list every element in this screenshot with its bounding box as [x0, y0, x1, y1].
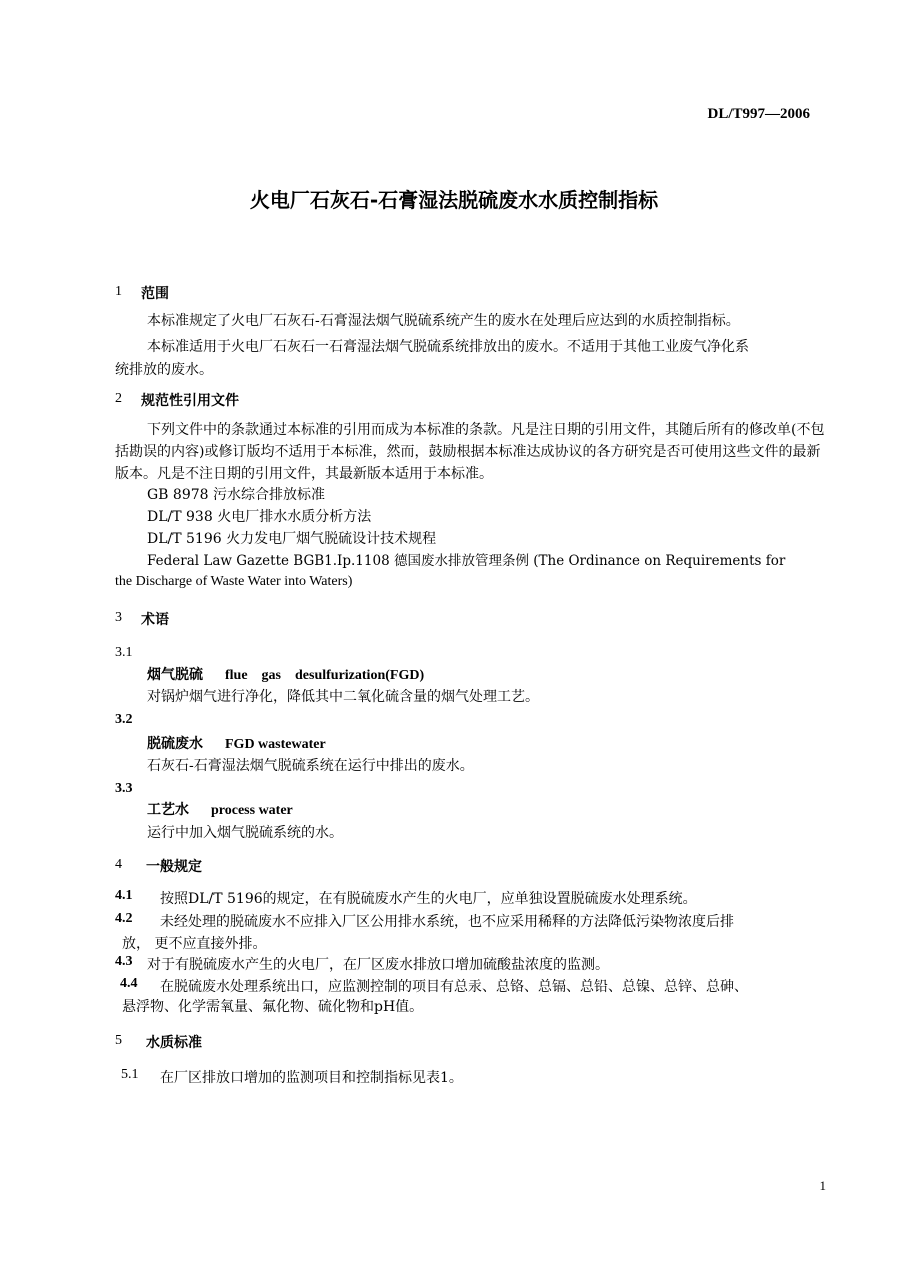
standard-code: DL/T997—2006 [707, 106, 810, 122]
clause-text-line-1: 未经处理的脱硫废水不应排入厂区公用排水系统，也不应采用稀释的方法降低污染物浓度后排 [160, 914, 734, 930]
term-definition: 石灰石-石膏湿法烟气脱硫系统在运行中排出的废水。 [147, 758, 474, 774]
section-5-number: 5 [115, 1033, 122, 1048]
section-1-paragraph-2-line-2: 统排放的废水。 [115, 362, 213, 378]
reference-item: DL/T 5196 火力发电厂烟气脱硫设计技术规程 [147, 531, 437, 547]
section-1-paragraph-1: 本标准规定了火电厂石灰石-石膏湿法烟气脱硫系统产生的废水在处理后应达到的水质控制指标。 [147, 313, 740, 329]
section-3-number: 3 [115, 610, 122, 625]
clause-text-line-2: 悬浮物、化学需氧量、氟化物、硫化物和pH值。 [122, 999, 424, 1015]
term-heading [147, 799, 293, 819]
term-definition: 对锅炉烟气进行净化，降低其中二氧化硫含量的烟气处理工艺。 [147, 689, 539, 705]
document-title: 火电厂石灰石-石膏湿法脱硫废水水质控制指标 [249, 188, 659, 212]
clause-text: 在厂区排放口增加的监测项目和控制指标见表1。 [160, 1070, 463, 1086]
clause-text: 按照DL/T 5196的规定，在有脱硫废水产生的火电厂，应单独设置脱硫废水处理系统。 [160, 891, 697, 907]
section-4-title: 一般规定 [146, 859, 202, 875]
section-2-title: 规范性引用文件 [141, 393, 239, 409]
term-number: 3.2 [115, 712, 133, 727]
clause-text: 对于有脱硫废水产生的火电厂，在厂区废水排放口增加硫酸盐浓度的监测。 [147, 957, 609, 973]
reference-item: GB 8978 污水综合排放标准 [147, 487, 326, 503]
term-english: FGD wastewater [225, 737, 326, 752]
clause-number: 4.4 [120, 976, 138, 991]
term-english: flue gas desulfurization(FGD) [225, 668, 425, 683]
section-2-number: 2 [115, 391, 122, 406]
page-number: 1 [819, 1178, 826, 1193]
section-5-title: 水质标准 [146, 1035, 202, 1051]
term-chinese: 工艺水 [147, 802, 189, 818]
section-3-title: 术语 [141, 612, 169, 628]
clause-number: 5.1 [121, 1067, 139, 1082]
clause-number: 4.1 [115, 888, 133, 903]
section-1-number: 1 [115, 284, 122, 299]
section-1-title: 范围 [141, 286, 169, 302]
clause-number: 4.3 [115, 954, 133, 969]
section-1-paragraph-2-line-1: 本标准适用于火电厂石灰石一石膏湿法烟气脱硫系统排放出的废水。不适用于其他工业废气净化系 [147, 339, 749, 355]
clause-text-line-2: 放， 更不应直接外排。 [122, 936, 267, 952]
term-chinese: 烟气脱硫 [147, 667, 203, 683]
section-2-intro: 下列文件中的条款通过本标准的引用而成为本标准的条款。凡是注日期的引用文件，其随后所有的修改单(不包括勘误的内容)或修订版均不适用于本标准，然而，鼓励根据本标准达成协议的各方研究是否可使用这些文件的最新版本。凡是不注日期的引用文件，其最新版本适用于本标准。 [115, 422, 825, 482]
clause-text-line-1: 在脱硫废水处理系统出口，应监测控制的项目有总汞、总铬、总镉、总铅、总镍、总锌、总砷、 [160, 979, 748, 995]
term-english: process water [211, 803, 293, 818]
section-4-number: 4 [115, 857, 122, 872]
term-heading [147, 664, 424, 684]
term-chinese: 脱硫废水 [147, 736, 203, 752]
reference-item: DL/T 938 火电厂排水水质分析方法 [147, 509, 372, 525]
reference-item-line-2: the Discharge of Waste Water into Waters) [115, 574, 353, 589]
term-number: 3.3 [115, 781, 133, 796]
term-definition: 运行中加入烟气脱硫系统的水。 [147, 825, 343, 841]
term-heading [147, 733, 326, 753]
clause-number: 4.2 [115, 911, 133, 926]
reference-item-line-1: Federal Law Gazette BGB1.Ip.1108 德国废水排放管理条例 (The Ordinance on Requirements for [147, 553, 786, 569]
term-number: 3.1 [115, 645, 133, 660]
